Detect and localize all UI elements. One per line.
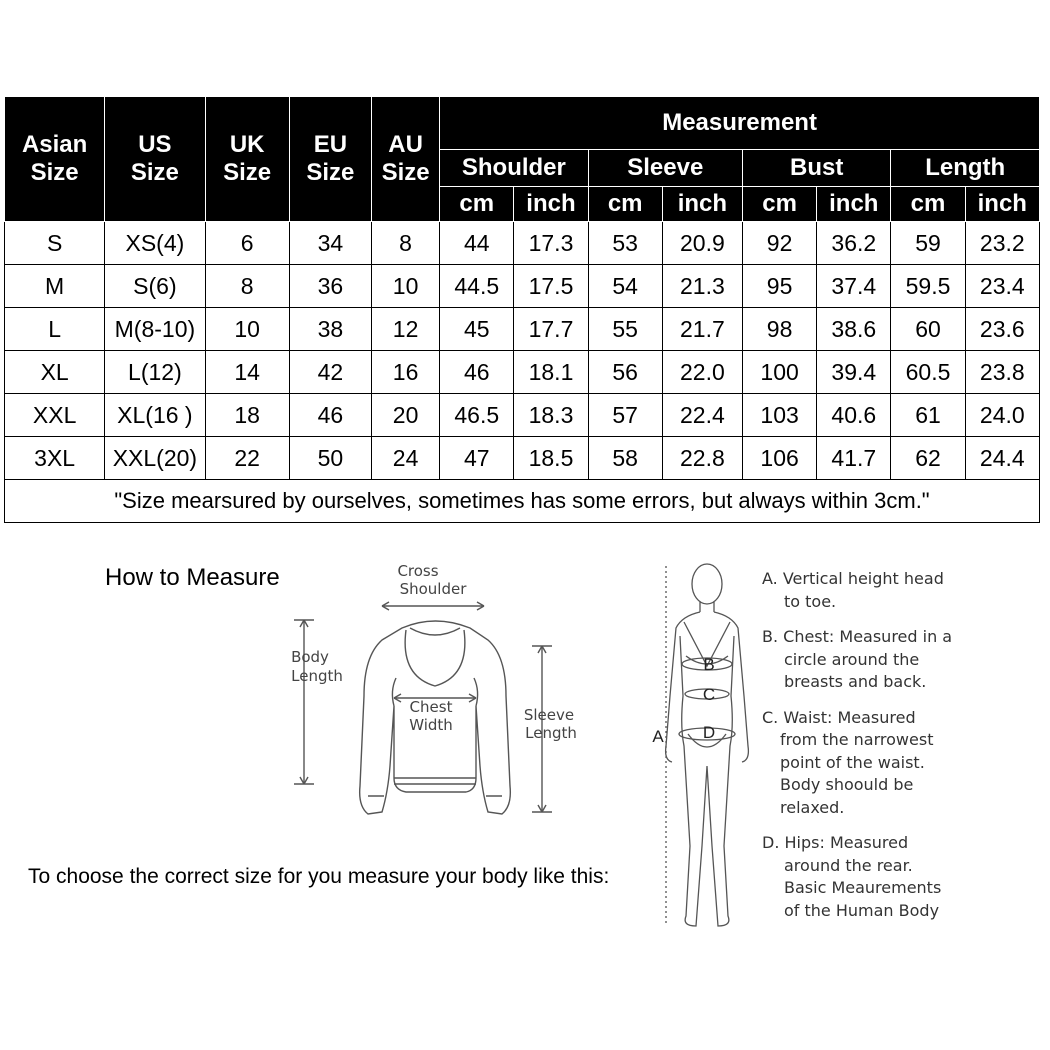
- legend-line: B. Chest: Measured in a: [762, 627, 953, 646]
- table-cell: 18.3: [514, 394, 588, 437]
- table-cell: 34: [289, 222, 371, 265]
- table-cell: XXL: [5, 394, 105, 437]
- table-cell: L: [5, 308, 105, 351]
- table-cell: 12: [371, 308, 439, 351]
- table-cell: 23.2: [965, 222, 1039, 265]
- table-cell: 22.4: [662, 394, 742, 437]
- table-cell: 44.5: [440, 265, 514, 308]
- table-cell: 57: [588, 394, 662, 437]
- how-to-measure-title: How to Measure: [105, 564, 280, 591]
- table-cell: 10: [371, 265, 439, 308]
- legend-line: from the narrowest: [780, 730, 934, 749]
- table-cell: 3XL: [5, 437, 105, 480]
- table-cell: 41.7: [817, 437, 891, 480]
- table-cell: 23.8: [965, 351, 1039, 394]
- table-row: [5, 265, 1040, 308]
- table-cell: 6: [205, 222, 289, 265]
- header-sleeve: Sleeve: [588, 150, 742, 187]
- table-cell: 92: [743, 222, 817, 265]
- table-cell: 39.4: [817, 351, 891, 394]
- measurement-legend: [762, 568, 982, 935]
- size-chart-table: [4, 96, 1040, 523]
- table-header: [5, 97, 1040, 222]
- header-uk-size: UK Size: [205, 97, 289, 222]
- size-note: "Size mearsured by ourselves, sometimes has some errors, but always within 3cm.": [5, 480, 1040, 523]
- table-cell: XL: [5, 351, 105, 394]
- table-cell: S: [5, 222, 105, 265]
- table-cell: 103: [743, 394, 817, 437]
- legend-item-hips: [762, 832, 982, 922]
- table-cell: 22: [205, 437, 289, 480]
- legend-line: to toe.: [784, 591, 837, 611]
- header-unit: inch: [817, 187, 891, 222]
- table-cell: 37.4: [817, 265, 891, 308]
- header-length: Length: [891, 150, 1040, 187]
- header-us-size: US Size: [105, 97, 205, 222]
- legend-line: breasts and back.: [784, 672, 927, 691]
- table-cell: 42: [289, 351, 371, 394]
- table-cell: 53: [588, 222, 662, 265]
- table-cell: 40.6: [817, 394, 891, 437]
- table-cell: 98: [743, 308, 817, 351]
- table-cell: 21.7: [662, 308, 742, 351]
- table-cell: 59: [891, 222, 965, 265]
- header-unit: inch: [514, 187, 588, 222]
- table-cell: 47: [440, 437, 514, 480]
- table-cell: 54: [588, 265, 662, 308]
- header-unit: cm: [588, 187, 662, 222]
- table-cell: 50: [289, 437, 371, 480]
- table-cell: 14: [205, 351, 289, 394]
- table-cell: 38: [289, 308, 371, 351]
- header-au-size: AU Size: [371, 97, 439, 222]
- table-cell: 22.8: [662, 437, 742, 480]
- table-row: [5, 394, 1040, 437]
- table-cell: 36.2: [817, 222, 891, 265]
- label-b: B: [703, 655, 715, 674]
- label-cross-shoulder: Shoulder: [399, 580, 467, 598]
- table-cell: 23.4: [965, 265, 1039, 308]
- header-asian-size: Asian Size: [5, 97, 105, 222]
- table-cell: 18.1: [514, 351, 588, 394]
- table-cell: 36: [289, 265, 371, 308]
- label-body-length: Body: [291, 648, 329, 666]
- label-a: A: [652, 727, 664, 746]
- header-unit: cm: [440, 187, 514, 222]
- table-cell: 59.5: [891, 265, 965, 308]
- table-cell: M(8-10): [105, 308, 205, 351]
- legend-line: C. Waist: Measured: [762, 707, 916, 727]
- table-cell: 18: [205, 394, 289, 437]
- header-shoulder: Shoulder: [440, 150, 588, 187]
- legend-item-chest: [762, 626, 982, 694]
- label-d: D: [702, 723, 716, 742]
- legend-item-waist: [762, 707, 982, 820]
- table-cell: 60: [891, 308, 965, 351]
- table-row: [5, 222, 1040, 265]
- table-cell: XXL(20): [105, 437, 205, 480]
- table-cell: 46: [440, 351, 514, 394]
- table-cell: 100: [743, 351, 817, 394]
- table-cell: M: [5, 265, 105, 308]
- label-c: C: [702, 685, 716, 704]
- table-cell: 8: [205, 265, 289, 308]
- label-sleeve-length: Length: [525, 724, 577, 742]
- header-unit: cm: [891, 187, 965, 222]
- table-cell: 18.5: [514, 437, 588, 480]
- header-bust: Bust: [743, 150, 891, 187]
- table-cell: 95: [743, 265, 817, 308]
- table-cell: 20: [371, 394, 439, 437]
- label-cross-shoulder: Cross: [397, 562, 439, 580]
- table-cell: 44: [440, 222, 514, 265]
- header-measurement: Measurement: [440, 97, 1040, 150]
- legend-line: D. Hips: Measured: [762, 833, 909, 852]
- table-cell: 23.6: [965, 308, 1039, 351]
- table-cell: 46: [289, 394, 371, 437]
- legend-line: Body shoould be: [780, 775, 914, 794]
- table-cell: 24.0: [965, 394, 1039, 437]
- table-cell: 45: [440, 308, 514, 351]
- table-cell: 16: [371, 351, 439, 394]
- label-sleeve-length: Sleeve: [523, 706, 575, 724]
- legend-line: Basic Meaurements: [784, 878, 942, 897]
- table-row: [5, 351, 1040, 394]
- table-cell: 20.9: [662, 222, 742, 265]
- table-cell: XL(16 ): [105, 394, 205, 437]
- table-cell: 17.5: [514, 265, 588, 308]
- table-cell: 22.0: [662, 351, 742, 394]
- table-cell: XS(4): [105, 222, 205, 265]
- table-cell: 46.5: [440, 394, 514, 437]
- table-cell: L(12): [105, 351, 205, 394]
- table-cell: S(6): [105, 265, 205, 308]
- header-eu-size: EU Size: [289, 97, 371, 222]
- header-unit: cm: [743, 187, 817, 222]
- table-cell: 55: [588, 308, 662, 351]
- table-cell: 17.7: [514, 308, 588, 351]
- table-cell: 56: [588, 351, 662, 394]
- legend-line: around the rear.: [784, 855, 913, 875]
- header-unit: inch: [662, 187, 742, 222]
- legend-line: A. Vertical height head: [762, 569, 944, 588]
- table-cell: 38.6: [817, 308, 891, 351]
- table-cell: 24.4: [965, 437, 1039, 480]
- table-cell: 61: [891, 394, 965, 437]
- table-cell: 24: [371, 437, 439, 480]
- header-unit: inch: [965, 187, 1039, 222]
- sweater-diagram: [270, 556, 600, 826]
- table-cell: 10: [205, 308, 289, 351]
- table-cell: 60.5: [891, 351, 965, 394]
- choose-size-instructions: To choose the correct size for you measure your body like this:: [28, 865, 610, 888]
- human-body-diagram: [630, 556, 760, 936]
- table-cell: 21.3: [662, 265, 742, 308]
- table-cell: 58: [588, 437, 662, 480]
- legend-line: circle around the: [784, 649, 920, 669]
- table-cell: 8: [371, 222, 439, 265]
- table-body: [5, 222, 1040, 523]
- table-row: [5, 437, 1040, 480]
- label-body-length: Length: [291, 667, 343, 685]
- legend-line: of the Human Body: [784, 900, 940, 920]
- legend-item-height: [762, 568, 982, 613]
- table-row: [5, 308, 1040, 351]
- label-chest-width: Chest: [409, 698, 453, 716]
- table-cell: 17.3: [514, 222, 588, 265]
- label-chest-width: Width: [409, 716, 453, 734]
- table-cell: 62: [891, 437, 965, 480]
- legend-line: relaxed.: [780, 797, 845, 817]
- table-cell: 106: [743, 437, 817, 480]
- legend-line: point of the waist.: [780, 752, 925, 772]
